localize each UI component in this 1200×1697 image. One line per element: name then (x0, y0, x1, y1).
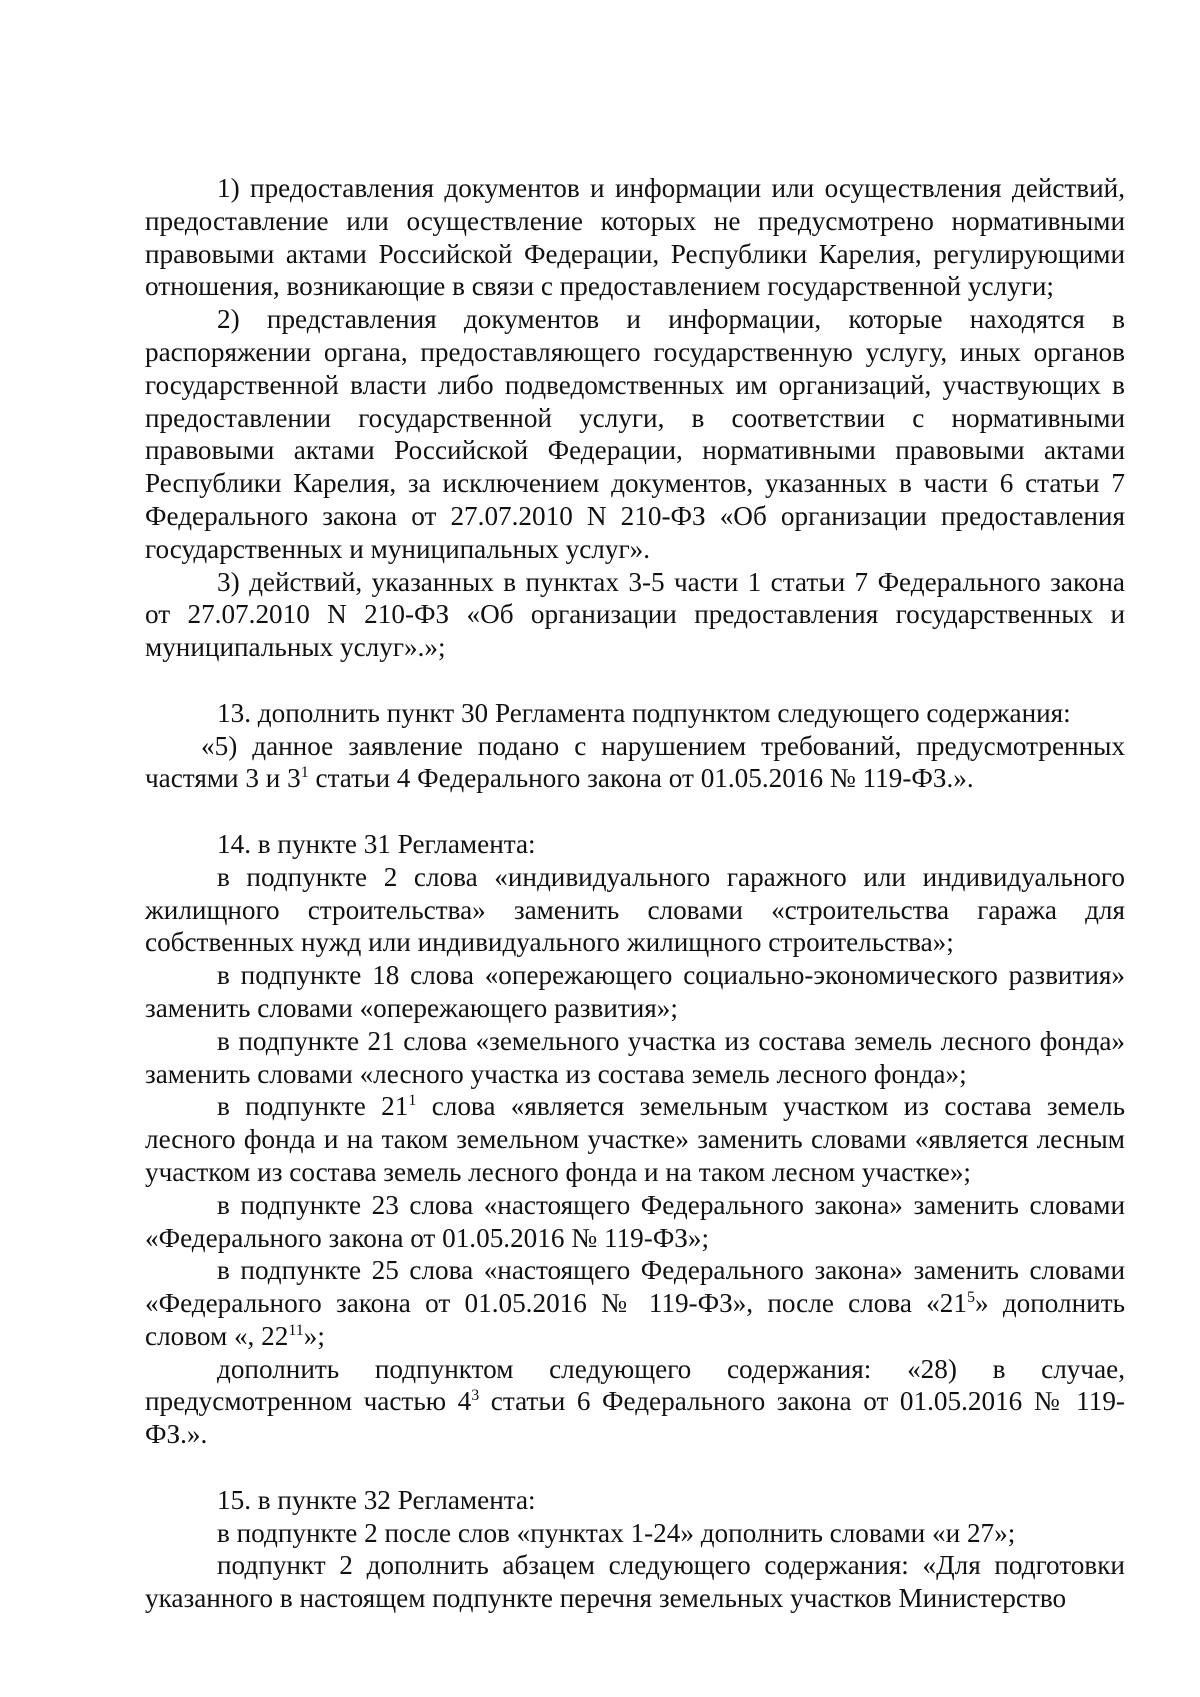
text-run: слова «является земельным участком из состава земель лесного фонда и на таком земельном участке» заменить словами «является лесным участком из состава земель лесного фонда и на таком лесном участке»; (145, 1091, 1125, 1187)
paragraph (145, 730, 1125, 796)
paragraph: подпункт 2 дополнить абзацем следующего содержания: «Для подготовки указанного в настоящем подпункте перечня земельных участков Министерство (145, 1550, 1125, 1614)
text-run: статьи 6 Федерального закона от 01.05.2016 № 119-ФЗ.». (145, 1386, 1125, 1450)
spacer (145, 664, 1125, 697)
paragraph: в подпункте 23 слова «настоящего Федерального закона» заменить словами «Федерального закона от 01.05.2016 № 119-ФЗ»; (145, 1189, 1125, 1253)
spacer (145, 795, 1125, 828)
paragraph: 3) действий, указанных в пунктах 3-5 части 1 статьи 7 Федерального закона от 27.07.2010 N 210-ФЗ «Об организации предоставления государственных и муниципальных услуг».»; (145, 566, 1125, 663)
paragraph: 13. дополнить пункт 30 Регламента подпунктом следующего содержания: (217, 697, 1071, 728)
text-run: в подпункте 25 слова «настоящего Федерального закона» заменить словами «Федерального закона от 01.05.2016 № 119-ФЗ», после слова «21 (145, 1255, 1125, 1319)
superscript: 5 (966, 1289, 975, 1307)
paragraph: 14. в пункте 31 Регламента: (217, 828, 536, 859)
text-run: »; (303, 1320, 325, 1351)
superscript: 11 (288, 1321, 304, 1339)
spacer (145, 1451, 1125, 1484)
text-run: в подпункте 21 (217, 1091, 409, 1122)
paragraph (145, 1254, 1125, 1352)
paragraph: 15. в пункте 32 Регламента: (217, 1484, 536, 1515)
superscript: 3 (471, 1387, 480, 1405)
paragraph (145, 1353, 1125, 1451)
text-run: статьи 4 Федерального закона от 01.05.2016 № 119-ФЗ.». (308, 763, 974, 794)
paragraph: в подпункте 21 слова «земельного участка из состава земель лесного фонда» заменить словами «лесного участка из состава земель лесного фонда»; (145, 1025, 1125, 1089)
text-run: «5) данное заявление подано с нарушением требований, предусмотренных частями 3 и 3 (145, 730, 1125, 794)
paragraph: 1) предоставления документов и информации или осуществления действий, предоставление или осуществление которых не предусмотрено нормативными правовыми актами Российской Федерации, Республики Карелия, регулирующими отношения, возникающие в связи с предоставлением государственной услуги; (145, 173, 1125, 302)
superscript: 1 (408, 1092, 417, 1110)
text-run: дополнить подпунктом следующего содержания: «28) в случае, предусмотренном частью 4 (145, 1353, 1125, 1417)
paragraph: в подпункте 18 слова «опережающего социально-экономического развития» заменить словами «опережающего развития»; (145, 960, 1125, 1023)
document-page (145, 172, 1125, 1615)
paragraph (145, 1090, 1125, 1188)
text-run: » дополнить словом «, 22 (145, 1288, 1125, 1351)
superscript: 1 (300, 764, 309, 782)
paragraph: 2) представления документов и информации, которые находятся в распоряжении органа, предоставляющего государственную услугу, иных органов государственной власти либо подведомственных им организаций, участвующих в предоставлении государственной услуги, в соответствии с нормативными правовыми актами Российской Федерации, нормативными правовыми актами Республики Карелия, за исключением документов, указанных в части 6 статьи 7 Федерального закона от 27.07.2010 N 210-ФЗ «Об организации предоставления государственных и муниципальных услуг». (145, 304, 1125, 564)
paragraph: в подпункте 2 слова «индивидуального гаражного или индивидуального жилищного строительства» заменить словами «строительства гаража для собственных нужд или индивидуального жилищного строительства»; (145, 861, 1125, 958)
paragraph: в подпункте 2 после слов «пунктах 1-24» дополнить словами «и 27»; (217, 1517, 1016, 1548)
